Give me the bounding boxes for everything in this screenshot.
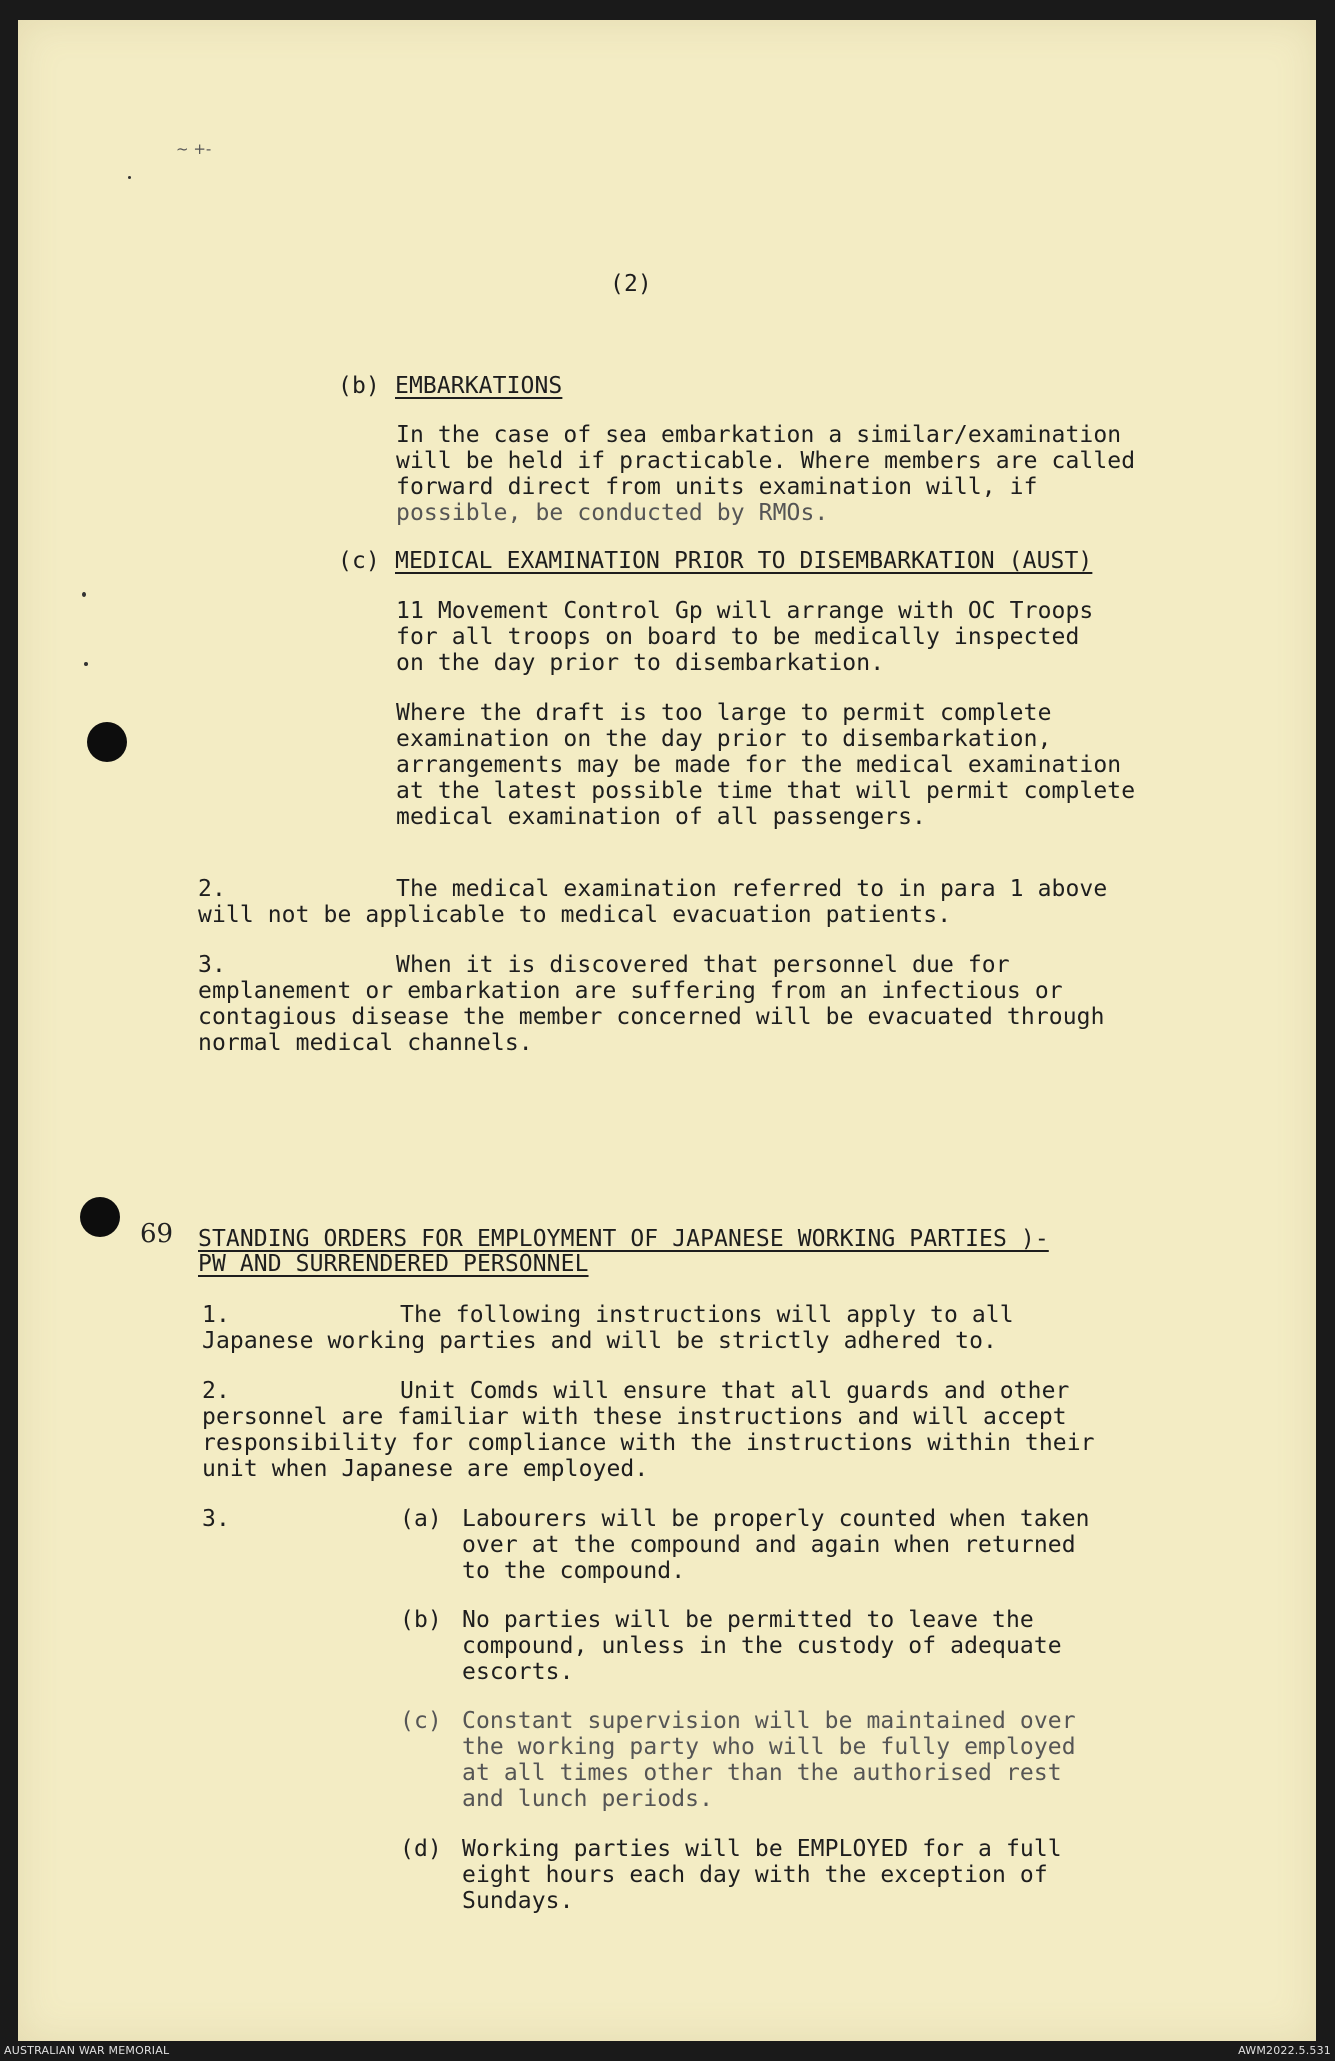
footer-accession-number: AWM2022.5.531: [1238, 2044, 1331, 2057]
para-3-line: When it is discovered that personnel due for: [396, 952, 1010, 978]
section-b-label: (b): [338, 373, 380, 399]
handwritten-order-number: 69: [140, 1219, 174, 1249]
order-69-p2-line: responsibility for compliance with the instructions within their: [202, 1430, 1095, 1456]
order-69-item-line: compound, unless in the custody of adequate: [462, 1633, 1062, 1659]
section-c-para1-line: for all troops on board to be medically inspected: [396, 624, 1080, 650]
order-69-p2-number: 2.: [202, 1378, 230, 1404]
paper-speck: [82, 592, 86, 597]
order-69-p3-number: 3.: [202, 1506, 230, 1532]
paper-speck: [84, 662, 88, 666]
section-c-para2-line: Where the draft is too large to permit complete: [396, 700, 1052, 726]
section-b-line: will be held if practicable. Where members are called: [396, 448, 1136, 474]
order-69-p1-number: 1.: [202, 1302, 230, 1328]
section-c-para2-line: arrangements may be made for the medical examination: [396, 752, 1122, 778]
para-3-line: normal medical channels.: [198, 1030, 533, 1056]
section-b-line: possible, be conducted by RMOs.: [396, 500, 829, 526]
order-69-item-label: (d): [400, 1836, 442, 1862]
order-69-heading-line1: STANDING ORDERS FOR EMPLOYMENT OF JAPANESE WORKING PARTIES )-: [198, 1226, 1049, 1252]
order-69-item-line: eight hours each day with the exception of: [462, 1862, 1048, 1888]
order-69-p2-line: personnel are familiar with these instructions and will accept: [202, 1404, 1067, 1430]
order-69-item-line: to the compound.: [462, 1558, 686, 1584]
order-69-p2-line: Unit Comds will ensure that all guards and other: [400, 1378, 1070, 1404]
order-69-item-line: Labourers will be properly counted when taken: [462, 1506, 1090, 1532]
order-69-p2-line: unit when Japanese are employed.: [202, 1456, 649, 1482]
para-2-number: 2.: [198, 876, 226, 902]
order-69-p1-line: The following instructions will apply to all: [400, 1302, 1014, 1328]
order-69-item-line: Working parties will be EMPLOYED for a full: [462, 1836, 1062, 1862]
order-69-item-line: No parties will be permitted to leave the: [462, 1607, 1034, 1633]
order-69-item-line: Sundays.: [462, 1888, 574, 1914]
para-3-number: 3.: [198, 952, 226, 978]
section-b-heading: EMBARKATIONS: [395, 373, 563, 399]
order-69-item-line: escorts.: [462, 1659, 574, 1685]
page-number: (2): [610, 271, 652, 297]
order-69-heading-line2: PW AND SURRENDERED PERSONNEL: [198, 1251, 589, 1277]
order-69-item-line: at all times other than the authorised rest: [462, 1760, 1062, 1786]
punch-hole-top: [87, 722, 127, 762]
order-69-item-line: the working party who will be fully employed: [462, 1734, 1076, 1760]
order-69-item-label: (b): [400, 1607, 442, 1633]
section-c-label: (c): [338, 548, 380, 574]
section-c-para1-line: on the day prior to disembarkation.: [396, 650, 885, 676]
paper-speck: [128, 176, 131, 179]
section-b-line: In the case of sea embarkation a similar/examination: [396, 422, 1122, 448]
punch-hole-bottom: [80, 1197, 120, 1237]
para-2-line: will not be applicable to medical evacuation patients.: [198, 902, 952, 928]
corner-mark: ~ +-: [176, 140, 212, 158]
order-69-item-label: (a): [400, 1506, 442, 1532]
para-3-line: emplanement or embarkation are suffering from an infectious or: [198, 978, 1063, 1004]
order-69-item-line: over at the compound and again when returned: [462, 1532, 1076, 1558]
order-69-item-label: (c): [400, 1708, 442, 1734]
section-c-para2-line: medical examination of all passengers.: [396, 804, 926, 830]
para-2-line: The medical examination referred to in para 1 above: [396, 876, 1108, 902]
para-3-line: contagious disease the member concerned will be evacuated through: [198, 1004, 1105, 1030]
section-c-para1-line: 11 Movement Control Gp will arrange with OC Troops: [396, 598, 1094, 624]
order-69-p1-line: Japanese working parties and will be strictly adhered to.: [202, 1328, 997, 1354]
order-69-item-line: and lunch periods.: [462, 1786, 714, 1812]
section-b-line: forward direct from units examination will, if: [396, 474, 1038, 500]
footer-institution: AUSTRALIAN WAR MEMORIAL: [4, 2044, 170, 2057]
section-c-para2-line: at the latest possible time that will permit complete: [396, 778, 1136, 804]
section-c-heading: MEDICAL EXAMINATION PRIOR TO DISEMBARKATION (AUST): [395, 548, 1093, 574]
section-c-para2-line: examination on the day prior to disembarkation,: [396, 726, 1052, 752]
order-69-item-line: Constant supervision will be maintained over: [462, 1708, 1076, 1734]
